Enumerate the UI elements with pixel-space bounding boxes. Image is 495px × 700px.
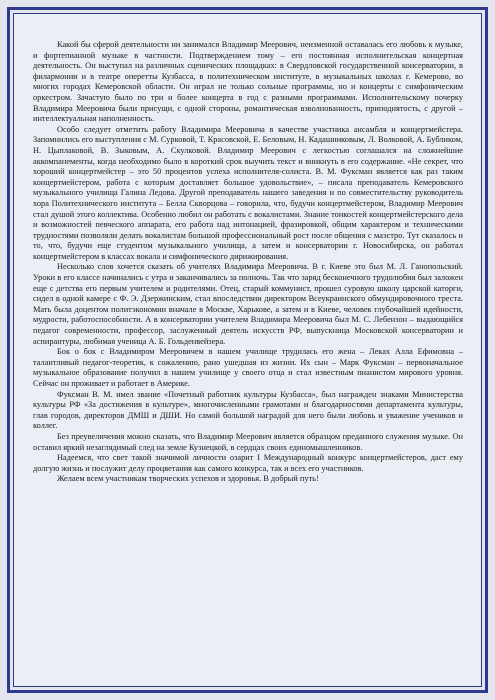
paragraph-3: Несколько слов хочется сказать об учителях Владимира Мееровича. В г. Киеве это был М. Л. Ганопольский. Уроки в его классе начинались с утра и заканчивались за полночь. Так что заряд бесконечного трудолюбия был заложен еще с детства его первым учителем и родителями. Отец, старый коммунист, прошел суровую школу царской каторги, сидел в одной камере с Ф. Э. Дзержинским, стал впоследствии директором Всеукраинского обмундировочного треста. Мать была доцентом политэкономии вначале в Москве, Харькове, а затем и в Киеве, человек глубочайшей идейности, мудрости, работоспособности. А в консерватории учителем Владимира Мееровича был М. С. Лебензон – выдающийся педагог современности, профессор, заслуженный деятель искусств РФ, выпускница Московской консерватории и аспирантуры, любимая ученица А. Б. Гольденвейзера. [33, 262, 463, 346]
paragraph-8: Желаем всем участникам творческих успехов и здоровья. В добрый путь! [57, 474, 319, 484]
paragraph-1: Какой бы сферой деятельности ни занимался Владимир Меерович, неизменной оставалась его любовь к музыке, и фортепианной музыке в частности. Подтверждением тому – его постоянная исполнительская концертная деятельность. Он выступал на различных сценических площадках: в Свердловской государственной консерватории, в филармонии и в театре оперетты Кузбасса, в политехническом институте, в музыкальных школах г. Кемерово, во многих городах Кемеровской области. Он играл не только сольные программы, но и концерты с симфоническим оркестром. Зачастую было по три и более концерта в год с разными программами. Исполнительскому почерку Владимира Мееровича были присущи, с одной стороны, романтическая взволнованность, приподнятость, с другой – интеллектуальная наполненность. [33, 40, 463, 124]
paragraph-5: Фуксман В. М. имел звание «Почетный работник культуры Кузбасса», был награжден знаками Министерства культуры РФ «За достижения в культуре», многочисленными грамотами и благодарностями департамента культуры, глав городов, директоров ДМШ и ДШИ. Но самой большой наградой для него были любовь и уважение учеников и коллег. [33, 389, 463, 431]
paragraph-4: Бок о бок с Владимиром Мееровичем в нашем училище трудилась его жена – Леках Алла Ефимовна – талантливый педагог-теоретик, к сожалению, рано ушедшая из жизни. Их сын – Марк Фуксман – первоначальное музыкальное образование получил в нашем училище у своего отца и стал известным пианистом мирового уровня. Сейчас он проживает и работает в Америке. [33, 347, 463, 388]
paragraph-7: Надеемся, что свет такой значимой личности озарит I Международный конкурс концертмейстеров, даст ему долгую жизнь и послужит делу процветания как самого конкурса, так и всех его участников. [33, 453, 463, 473]
paragraph-6: Без преувеличения можно сказать, что Владимир Меерович является образцом преданного служения музыке. Он оставил яркий незаглядимый след на земле Кузнецкой, в сердцах своих единомышленников. [33, 431, 463, 452]
document-body [33, 40, 463, 670]
paragraph-2: Особо следует отметить работу Владимира Мееровича в качестве участника ансамбля и концертмейстера. Запомнились его выступления с М. Сурковой, Т. Красовской, Е. Беловым, Н. Кадашниковым, Л. Волковой, А. Бубликом, Н. Цыплаковой, В. Зыковым, А. Скулковой. Владимир Меерович с легкостью соглашался на сложнейшие аккомпанементы, когда необходимо было в короткий срок выучить текст и вникнуть в его содержание. «Не секрет, что хороший концертмейстер – это 50 процентов успеха исполнителя-солиста. В. М. Фуксман является как раз таким концертмейстером, работа с которым доставляет большое удовольствие», – писала преподаватель Кемеровского музыкального училища Галина Ледова. Другой преподаватель нашего заведения и по совместительству руководитель хора Политехнического института – Белла Скворцова – говорила, что, будучи концертмейстером, Владимир Меерович стал душой этого коллектива. Особенно любил он работать с вокалистами. Знание тонкостей концертмейстерского дела и возможностей певческого аппарата, его работа над интонацией, фразировкой, общим характером и техническими трудностями позволяли делать вокалистам большой профессиональный рост после общения с маэстро. Тут сказалось и то, что, будучи еще студентом музыкального училища, а затем и консерватории г. Новосибирска, он работал концертмейстером в классах вокала и симфонического дирижирования. [33, 124, 463, 261]
